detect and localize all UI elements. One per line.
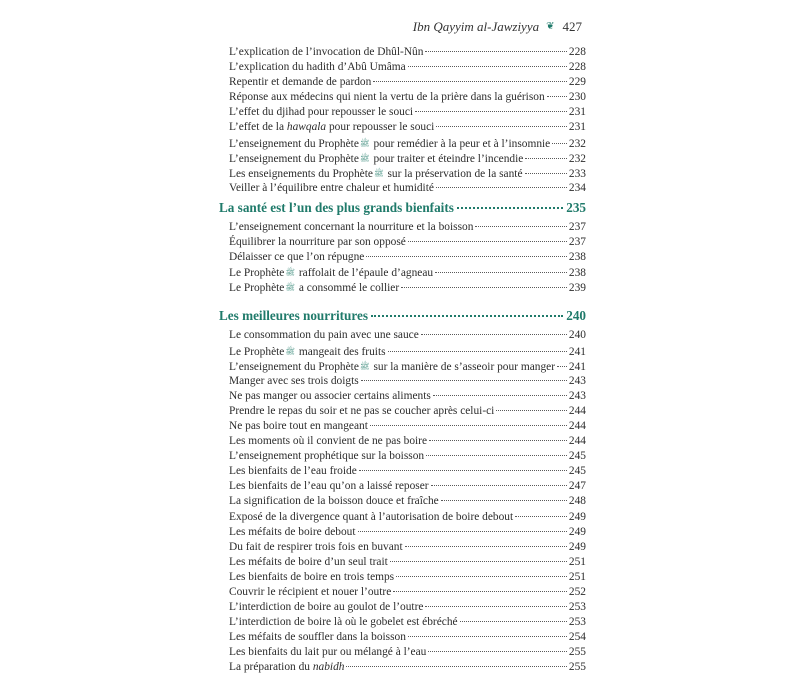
dot-leader <box>457 207 563 209</box>
entry-title-text: sur la manière de s’asseoir pour manger <box>370 360 555 373</box>
entry-title: Les moments où il convient de ne pas boire <box>229 435 428 448</box>
dot-leader <box>515 516 567 517</box>
toc-group-1 <box>219 45 586 196</box>
dot-leader <box>475 226 567 227</box>
toc-entry <box>219 136 586 151</box>
entry-title-text: Le Prophète <box>229 267 285 280</box>
toc-entry <box>219 570 586 585</box>
entry-title-italic: nabidh <box>312 661 345 674</box>
entry-title-text: pour traiter et éteindre l’incendie <box>370 152 524 165</box>
dot-leader <box>429 440 567 441</box>
entry-title <box>229 344 386 360</box>
leaf-ornament-icon: ❦ <box>546 21 555 32</box>
toc-entry <box>219 600 586 615</box>
salutation-glyph-icon: ﷺ <box>359 138 370 148</box>
entry-page: 232 <box>568 137 586 150</box>
dot-leader <box>436 126 567 127</box>
entry-title <box>229 120 434 135</box>
toc-entry <box>219 359 586 374</box>
section-title: La santé est l’un des plus grands bienfaits <box>219 199 454 215</box>
salutation-glyph-icon: ﷺ <box>373 168 384 178</box>
entry-title <box>229 265 433 281</box>
dot-leader <box>431 485 567 486</box>
entry-page: 234 <box>568 181 586 194</box>
toc-entry <box>219 151 586 166</box>
entry-title: Du fait de respirer trois fois en buvant <box>229 540 403 553</box>
entry-title-text: sur la préservation de la santé <box>384 167 523 180</box>
dot-leader <box>415 111 567 112</box>
entry-title: L’explication de l’invocation de Dhûl-Nûn <box>229 46 424 58</box>
toc-entry <box>219 374 586 389</box>
toc-entry <box>219 105 586 120</box>
toc-entry <box>219 344 586 359</box>
dot-leader <box>421 334 567 335</box>
toc-entry <box>219 389 586 404</box>
dot-leader <box>547 96 567 97</box>
entry-title-text: pour remédier à la peur et à l’insomnie <box>370 137 551 150</box>
section-page: 240 <box>566 308 586 324</box>
toc-section-heading <box>219 200 586 216</box>
table-of-contents <box>219 45 586 676</box>
entry-title: Manger avec ses trois doigts <box>229 374 359 387</box>
entry-title-text: L’enseignement du Prophète <box>229 360 359 373</box>
toc-entry <box>219 404 586 419</box>
entry-title: Équilibrer la nourriture par son opposé <box>229 236 406 249</box>
dot-leader <box>358 531 567 532</box>
entry-title-italic: hawqala <box>286 121 327 134</box>
entry-title: Réponse aux médecins qui nient la vertu de la prière dans la guérison <box>229 91 545 104</box>
entry-title: Exposé de la divergence quant à l’autorisation de boire debout <box>229 510 514 523</box>
toc-entry <box>219 328 586 343</box>
entry-title <box>229 166 523 182</box>
entry-page: 230 <box>568 91 586 104</box>
entry-title: L’explication du hadith d’Abû Umâma <box>229 61 406 74</box>
entry-page: 243 <box>568 374 586 387</box>
dot-leader <box>346 666 566 667</box>
salutation-glyph-icon: ﷺ <box>285 346 296 356</box>
entry-page: 240 <box>568 329 586 342</box>
entry-page: 249 <box>568 525 586 538</box>
entry-page: 249 <box>568 540 586 553</box>
entry-page: 245 <box>568 450 586 463</box>
toc-entry <box>219 615 586 630</box>
entry-title <box>229 151 523 167</box>
entry-title-text: Le Prophète <box>229 345 285 358</box>
dot-leader <box>552 143 567 144</box>
entry-title: L’interdiction de boire là où le gobelet est ébréché <box>229 616 458 629</box>
entry-page: 251 <box>568 570 586 583</box>
toc-group-2 <box>219 220 586 295</box>
entry-title-text: La préparation du <box>229 661 313 674</box>
entry-title: Délaisser ce que l’on répugne <box>229 251 365 264</box>
entry-page: 238 <box>568 251 586 264</box>
toc-group-3 <box>219 328 586 675</box>
dot-leader <box>441 500 567 501</box>
dot-leader <box>408 241 567 242</box>
entry-page: 253 <box>568 616 586 629</box>
dot-leader <box>436 187 567 188</box>
toc-entry <box>219 479 586 494</box>
entry-page: 238 <box>568 267 586 280</box>
entry-page: 244 <box>568 419 586 432</box>
dot-leader <box>388 351 567 352</box>
dot-leader <box>359 470 567 471</box>
entry-page: 241 <box>568 345 586 358</box>
toc-entry <box>219 166 586 181</box>
toc-entry <box>219 220 586 235</box>
salutation-glyph-icon: ﷺ <box>359 153 370 163</box>
entry-page: 243 <box>568 389 586 402</box>
entry-title <box>229 136 550 152</box>
entry-title-text: raffolait de l’épaule d’agneau <box>296 267 434 280</box>
toc-entry <box>219 60 586 75</box>
toc-entry <box>219 464 586 479</box>
entry-page: 247 <box>568 480 586 493</box>
page-number: 427 <box>562 19 582 34</box>
toc-entry <box>219 645 586 660</box>
entry-title: Couvrir le récipient et nouer l’outre <box>229 586 392 598</box>
entry-page: 253 <box>568 601 586 614</box>
entry-page: 252 <box>568 586 586 598</box>
toc-entry <box>219 434 586 449</box>
entry-title: Veiller à l’équilibre entre chaleur et humidité <box>229 181 434 194</box>
entry-title-text: L’enseignement du Prophète <box>229 152 359 165</box>
entry-page: 231 <box>568 121 586 134</box>
entry-title-text: a consommé le collier <box>296 282 400 295</box>
entry-title <box>229 280 399 296</box>
dot-leader <box>390 561 567 562</box>
dot-leader <box>460 621 567 622</box>
entry-title <box>229 660 344 675</box>
entry-title-text: L’enseignement du Prophète <box>229 137 359 150</box>
entry-title: Les méfaits de boire debout <box>229 525 356 538</box>
entry-title-text: pour repousser le souci <box>326 121 435 134</box>
toc-entry <box>219 449 586 464</box>
entry-title: Les bienfaits de l’eau froide <box>229 465 357 478</box>
entry-title: Les bienfaits du lait pur ou mélangé à l’eau <box>229 646 427 659</box>
salutation-glyph-icon: ﷺ <box>285 268 296 278</box>
dot-leader <box>525 173 567 174</box>
section-page: 235 <box>566 199 586 215</box>
toc-entry <box>219 181 586 196</box>
dot-leader <box>425 51 566 52</box>
toc-entry <box>219 585 586 600</box>
toc-entry <box>219 265 586 280</box>
toc-entry <box>219 419 586 434</box>
toc-entry <box>219 555 586 570</box>
section-title: Les meilleures nourritures <box>219 308 368 324</box>
entry-page: 241 <box>568 360 586 373</box>
toc-entry <box>219 75 586 90</box>
dot-leader <box>496 410 567 411</box>
toc-entry <box>219 45 586 60</box>
salutation-glyph-icon: ﷺ <box>285 283 296 293</box>
entry-title: Ne pas boire tout en mangeant <box>229 419 368 432</box>
entry-title: Les bienfaits de l’eau qu’on a laissé reposer <box>229 480 429 493</box>
entry-title-text: L’effet de la <box>229 121 287 134</box>
entry-title: L’enseignement concernant la nourriture et la boisson <box>229 220 474 233</box>
toc-entry <box>219 494 586 509</box>
dot-leader <box>361 380 567 381</box>
dot-leader <box>405 546 567 547</box>
entry-title: Les méfaits de souffler dans la boisson <box>229 631 406 644</box>
entry-title: L’enseignement prophétique sur la boisson <box>229 450 425 463</box>
entry-page: 237 <box>568 220 586 233</box>
entry-page: 255 <box>568 646 586 659</box>
entry-page: 232 <box>568 152 586 165</box>
entry-page: 254 <box>568 631 586 644</box>
toc-entry <box>219 235 586 250</box>
toc-entry <box>219 510 586 525</box>
entry-page: 228 <box>568 46 586 58</box>
entry-page: 249 <box>568 510 586 523</box>
entry-page: 255 <box>568 661 586 674</box>
dot-leader <box>408 636 567 637</box>
toc-entry <box>219 120 586 135</box>
entry-page: 229 <box>568 76 586 89</box>
entry-title <box>229 359 555 375</box>
dot-leader <box>373 81 567 82</box>
toc-entry <box>219 90 586 105</box>
entry-page: 228 <box>568 61 586 74</box>
entry-title: Prendre le repas du soir et ne pas se coucher après celui-ci <box>229 404 495 417</box>
dot-leader <box>408 66 567 67</box>
running-head <box>413 19 582 35</box>
entry-page: 244 <box>568 404 586 417</box>
dot-leader <box>371 315 563 317</box>
entry-title: Ne pas manger ou associer certains aliments <box>229 389 431 402</box>
running-head-title: Ibn Qayyim al-Jawziyya <box>412 19 540 34</box>
entry-page: 245 <box>568 465 586 478</box>
dot-leader <box>370 425 567 426</box>
toc-entry <box>219 250 586 265</box>
dot-leader <box>401 287 567 288</box>
toc-entry <box>219 540 586 555</box>
toc-entry <box>219 280 586 295</box>
entry-title: L’effet du djihad pour repousser le souci <box>229 106 414 119</box>
entry-title: La signification de la boisson douce et fraîche <box>229 495 439 508</box>
entry-title-text: Les enseignements du Prophète <box>229 167 373 180</box>
entry-page: 248 <box>568 495 586 508</box>
entry-title: Le consommation du pain avec une sauce <box>229 329 419 342</box>
toc-entry <box>219 630 586 645</box>
entry-title: Les méfaits de boire d’un seul trait <box>229 555 388 568</box>
entry-page: 251 <box>568 555 586 568</box>
entry-title: Les bienfaits de boire en trois temps <box>229 570 395 583</box>
dot-leader <box>433 395 567 396</box>
dot-leader <box>393 591 567 592</box>
entry-title: L’interdiction de boire au goulot de l’outre <box>229 601 424 614</box>
dot-leader <box>557 366 567 367</box>
entry-page: 231 <box>568 106 586 119</box>
dot-leader <box>396 576 567 577</box>
dot-leader <box>435 272 567 273</box>
toc-entry <box>219 525 586 540</box>
entry-title-text: mangeait des fruits <box>296 345 386 358</box>
dot-leader <box>366 256 567 257</box>
toc-section-heading <box>219 308 586 324</box>
entry-title: Repentir et demande de pardon <box>229 76 372 89</box>
entry-page: 233 <box>568 167 586 180</box>
toc-entry <box>219 660 586 675</box>
entry-page: 237 <box>568 236 586 249</box>
entry-page: 244 <box>568 435 586 448</box>
entry-title-text: Le Prophète <box>229 282 285 295</box>
dot-leader <box>428 651 567 652</box>
dot-leader <box>525 158 567 159</box>
dot-leader <box>425 606 566 607</box>
salutation-glyph-icon: ﷺ <box>359 361 370 371</box>
entry-page: 239 <box>568 282 586 295</box>
dot-leader <box>426 455 567 456</box>
